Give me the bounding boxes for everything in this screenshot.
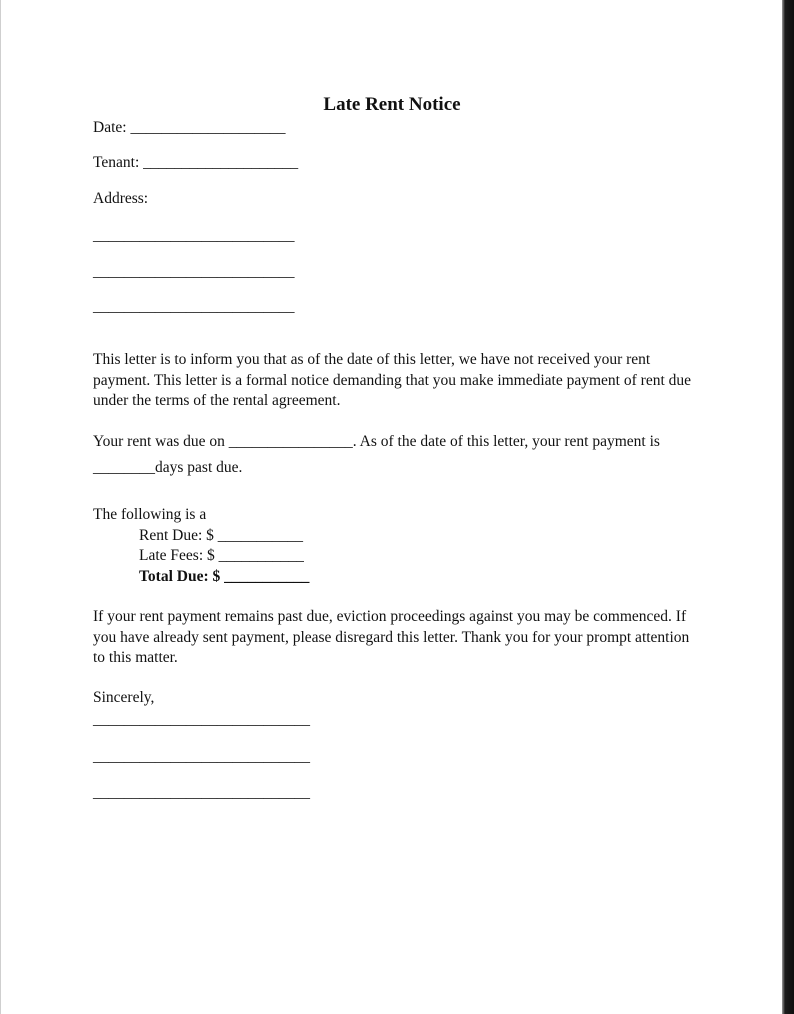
days-past-due-line: ________days past due. [93,459,243,476]
eviction-paragraph: If your rent payment remains past due, eviction proceedings against you may be commenced. If you have already sent payment, please disregard this letter. Thank you for your prompt attention to this matter. [93,608,690,666]
late-fees-amount: Late Fees: $ ___________ [139,547,304,564]
address-line: __________________________ [93,227,295,244]
intro-paragraph: This letter is to inform you that as of the date of this letter, we have not received your rent payment. This letter is a formal notice demanding that you make immediate payment of rent due under the terms of the rental agreement. [93,351,692,409]
signature-line: ____________________________ [93,711,310,728]
address-line: __________________________ [93,298,295,315]
address-line: __________________________ [93,263,295,280]
following-intro: The following is a [93,506,207,523]
signature-line: ____________________________ [93,748,310,765]
closing-text: Sincerely, [93,689,155,706]
address-label: Address: [93,190,149,207]
rent-due-date-line: Your rent was due on ________________. As of the date of this letter, your rent payment is [93,433,660,450]
date-field: Date: ____________________ [93,119,286,136]
rent-due-amount: Rent Due: $ ___________ [139,527,304,544]
signature-line: ____________________________ [93,784,310,801]
total-due-amount: Total Due: $ ___________ [139,568,310,585]
document-title: Late Rent Notice [323,94,461,115]
page-edge-shadow [782,0,794,1014]
tenant-field: Tenant: ____________________ [93,154,299,171]
